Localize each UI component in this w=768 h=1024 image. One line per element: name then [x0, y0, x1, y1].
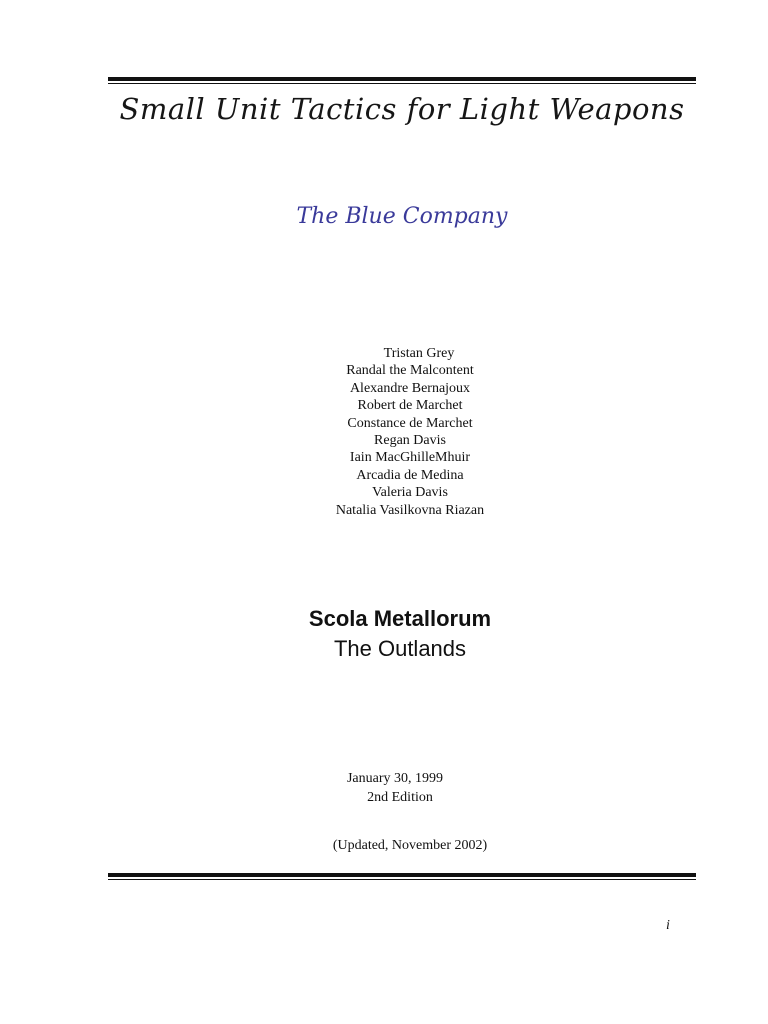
author-name: Randal the Malcontent — [346, 363, 474, 379]
author-name: Alexandre Bernajoux — [349, 380, 471, 396]
top-divider — [108, 77, 696, 84]
author-name: Regan Davis — [374, 433, 446, 449]
author-name: Robert de Marchet — [357, 398, 463, 414]
author-list — [250, 345, 570, 519]
updated-note: (Updated, November 2002) — [332, 838, 488, 853]
bottom-divider-thin-line — [108, 879, 696, 880]
top-divider-thin-line — [108, 83, 696, 84]
author-name: Constance de Marchet — [347, 415, 473, 431]
author-name: Tristan Grey — [383, 346, 455, 361]
author-name: Iain MacGhilleMhuir — [349, 450, 471, 466]
publication-date: January 30, 1999 — [346, 771, 444, 786]
document-title: Small Unit Tactics for Light Weapons — [119, 92, 685, 126]
author-name: Arcadia de Medina — [356, 467, 464, 483]
edition-label: 2nd Edition — [367, 790, 433, 805]
author-name: Natalia Vasilkovna Riazan — [335, 502, 485, 518]
document-subtitle: The Blue Company — [296, 204, 508, 229]
bottom-divider-thick-line — [108, 873, 696, 877]
place-name: The Outlands — [333, 636, 467, 661]
bottom-divider — [108, 873, 696, 880]
top-divider-thick-line — [108, 77, 696, 81]
page-number: i — [666, 918, 670, 933]
organization-name: Scola Metallorum — [308, 606, 492, 631]
author-name: Valeria Davis — [372, 485, 448, 501]
